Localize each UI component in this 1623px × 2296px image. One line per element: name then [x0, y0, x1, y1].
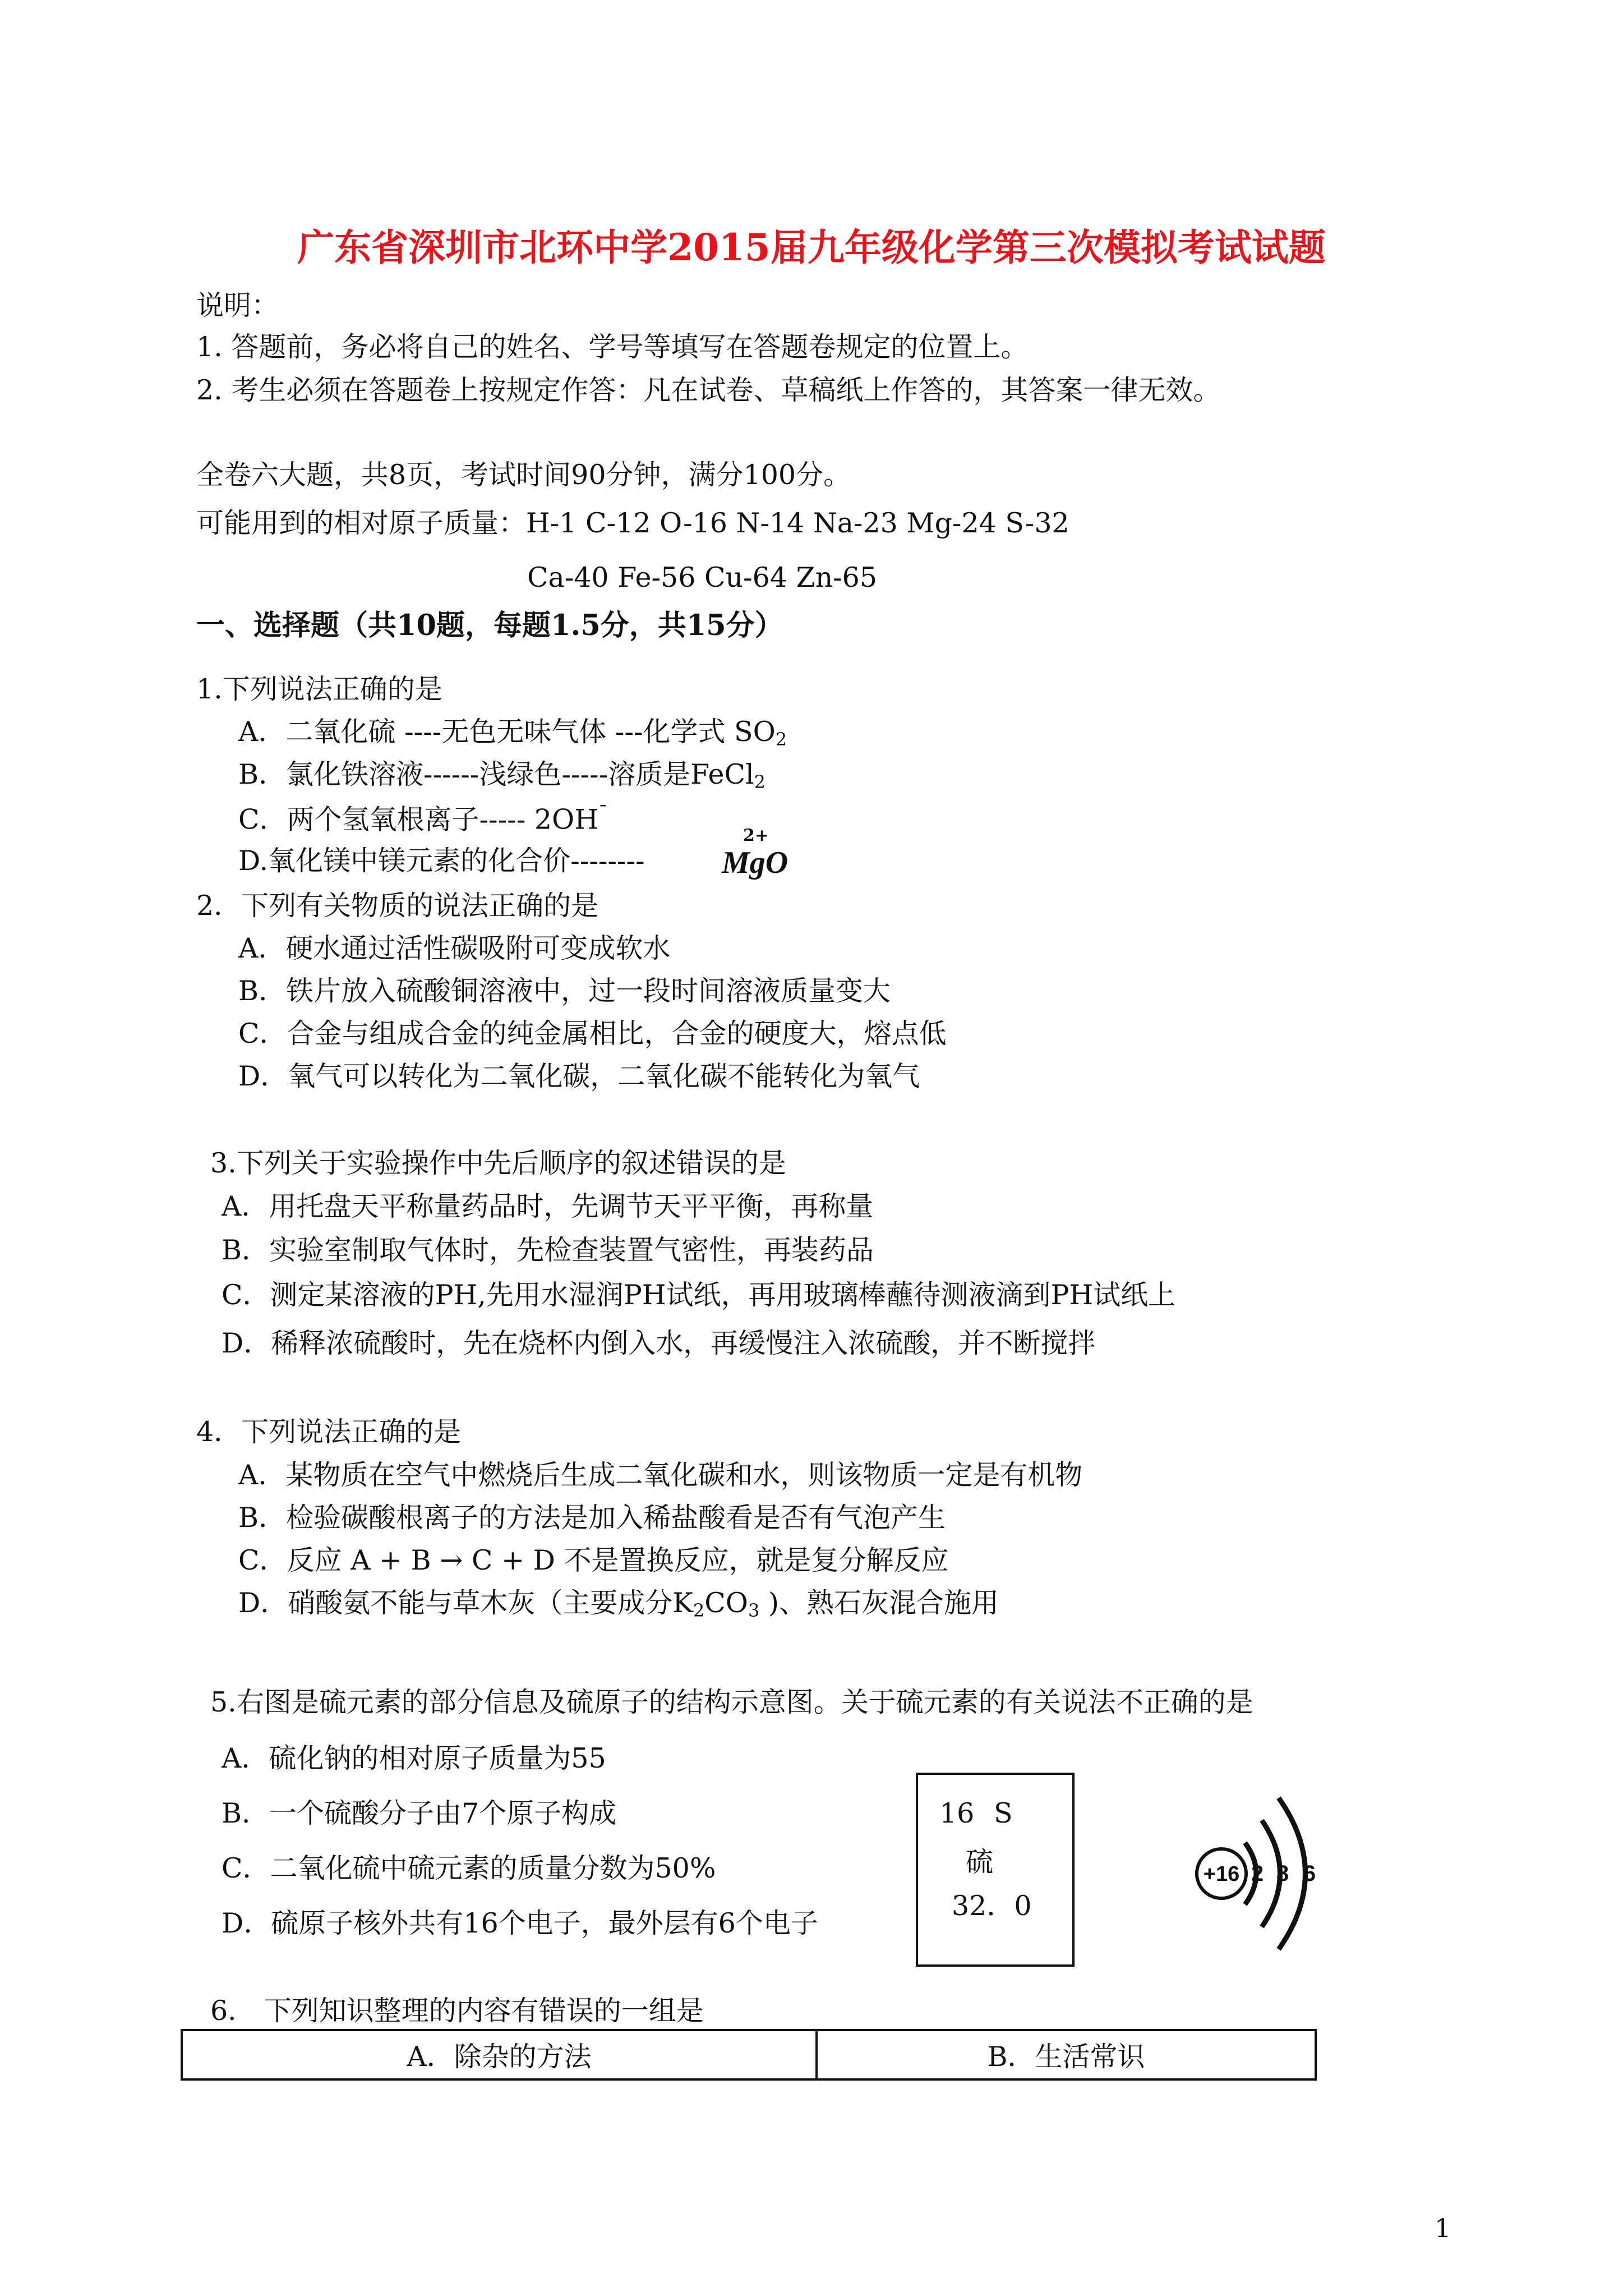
shell-2-count: 8 — [1276, 1861, 1289, 1886]
sulfur-element-card — [916, 1773, 1075, 1967]
question-5-option-d: D．硫原子核外共有16个电子，最外层有6个电子 — [222, 1907, 818, 1939]
atomic-number: 16 — [939, 1797, 975, 1829]
question-3-stem: 3.下列关于实验操作中先后顺序的叙述错误的是 — [210, 1147, 786, 1179]
instruction-item-1: 1. 答题前，务必将自己的姓名、学号等填写在答题卷规定的位置上。 — [196, 331, 1029, 363]
valence-label: 2+ — [743, 826, 769, 845]
page-title: 广东省深圳市北环中学2015届九年级化学第三次模拟考试试题 — [297, 226, 1326, 269]
question-1-option-b: B．氯化铁溶液------浅绿色-----溶质是FeCl$_2$ — [238, 758, 766, 793]
shell-1-count: 2 — [1251, 1861, 1264, 1886]
table-header-a: A．除杂的方法 — [182, 2030, 817, 2079]
shell-3-count: 6 — [1303, 1861, 1316, 1886]
question-4-option-d: D．硝酸氨不能与草木灰（主要成分$K_2CO_3$ )、熟石灰混合施用 — [238, 1587, 999, 1621]
page-number: 1 — [1435, 2213, 1451, 2243]
question-3-option-a: A．用托盘天平称量药品时，先调节天平平衡，再称量 — [222, 1190, 874, 1222]
question-1-stem: 1.下列说法正确的是 — [196, 673, 442, 705]
element-name: 硫 — [966, 1846, 994, 1878]
question-2-option-a: A．硬水通过活性碳吸附可变成软水 — [238, 932, 671, 964]
instruction-item-2: 2. 考生必须在答题卷上按规定作答：凡在试卷、草稿纸上作答的，其答案一律无效。 — [196, 374, 1221, 406]
exam-summary: 全卷六大题，共8页，考试时间90分钟，满分100分。 — [196, 459, 851, 491]
question-2-stem: 2．下列有关物质的说法正确的是 — [196, 890, 599, 922]
question-6-stem: 6． 下列知识整理的内容有错误的一组是 — [210, 1995, 704, 2027]
atomic-mass: 32．0 — [952, 1890, 1032, 1922]
atomic-masses-line1: 可能用到的相对原子质量：H-1 C-12 O-16 N-14 Na-23 Mg-24 S-32 — [196, 507, 1069, 539]
question-4-stem: 4．下列说法正确的是 — [196, 1416, 462, 1448]
mgo-formula: MgO — [722, 845, 789, 880]
table-header-b: B．生活常识 — [817, 2030, 1316, 2079]
section-heading: 一、选择题（共10题，每题1.5分，共15分） — [196, 609, 783, 642]
knowledge-table — [181, 2029, 1317, 2081]
question-5-option-b: B．一个硫酸分子由7个原子构成 — [222, 1797, 617, 1829]
question-4-option-a: A．某物质在空气中燃烧后生成二氧化碳和水，则该物质一定是有机物 — [238, 1459, 1083, 1491]
element-symbol: S — [994, 1797, 1013, 1829]
question-1-option-d: D.氧化镁中镁元素的化合价-------- — [238, 845, 645, 877]
question-5-option-c: C．二氧化硫中硫元素的质量分数为50% — [222, 1852, 716, 1884]
question-3-option-b: B．实验室制取气体时，先检查装置气密性，再装药品 — [222, 1234, 874, 1266]
question-1-option-c: C．两个氢氧根离子----- $2OH^ˉ$ — [238, 802, 608, 836]
question-3-option-d: D．稀释浓硫酸时，先在烧杯内倒入水，再缓慢注入浓硫酸，并不断搅拌 — [222, 1327, 1096, 1359]
instructions-heading: 说明： — [196, 289, 279, 321]
question-4-option-b: B．检验碳酸根离子的方法是加入稀盐酸看是否有气泡产生 — [238, 1502, 946, 1534]
atomic-masses-line2: Ca-40 Fe-56 Cu-64 Zn-65 — [527, 562, 878, 593]
question-5-option-a: A．硫化钠的相对原子质量为55 — [222, 1742, 606, 1774]
question-2-option-c: C．合金与组成合金的纯金属相比，合金的硬度大，熔点低 — [238, 1018, 947, 1050]
question-2-option-b: B．铁片放入硫酸铜溶液中，过一段时间溶液质量变大 — [238, 975, 891, 1007]
question-5-stem: 5.右图是硫元素的部分信息及硫原子的结构示意图。关于硫元素的有关说法不正确的是 — [210, 1686, 1253, 1718]
sulfur-atom-diagram — [1178, 1787, 1324, 1961]
question-3-option-c: C．测定某溶液的PH,先用水湿润PH试纸，再用玻璃棒蘸待测液滴到PH试纸上 — [222, 1279, 1176, 1311]
nucleus-charge: +16 — [1203, 1862, 1240, 1886]
question-1-option-a: A．二氧化硫 ----无色无味气体 ---化学式 $SO_2$ — [238, 716, 787, 750]
question-2-option-d: D．氧气可以转化为二氧化碳，二氧化碳不能转化为氧气 — [238, 1060, 920, 1092]
question-4-option-c: C．反应 A + B → C + D 不是置换反应，就是复分解反应 — [238, 1544, 949, 1576]
